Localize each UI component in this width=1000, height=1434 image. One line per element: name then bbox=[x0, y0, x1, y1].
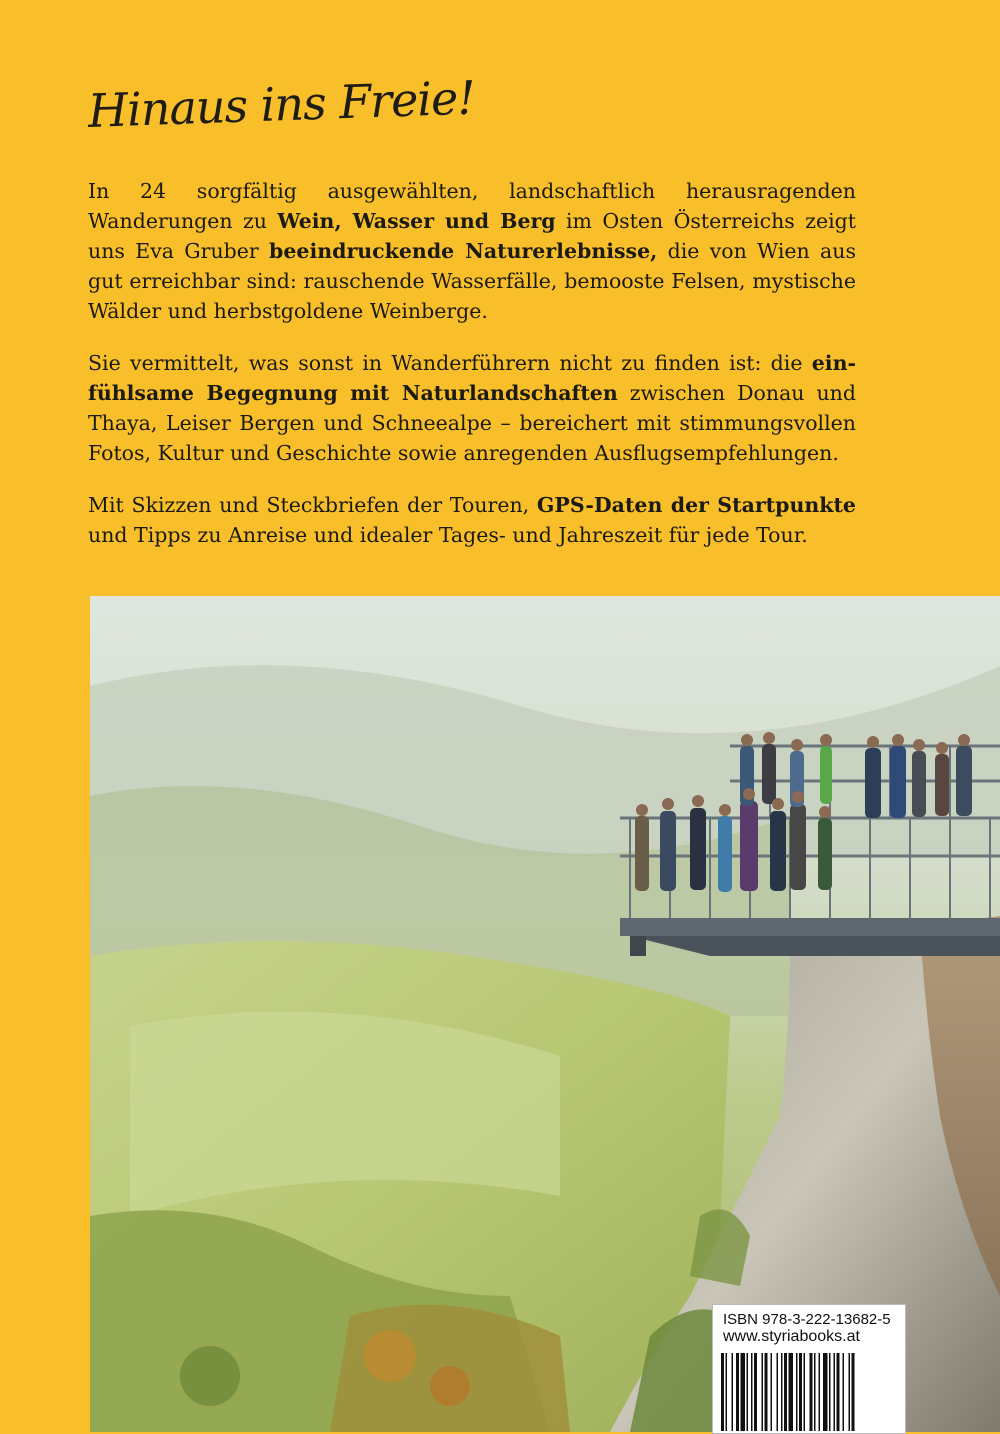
emphasis-text: Wein, Wasser und Berg bbox=[277, 209, 556, 233]
blurb-paragraph bbox=[88, 490, 856, 550]
isbn-barcode-box bbox=[712, 1304, 906, 1434]
blurb bbox=[88, 176, 856, 572]
body-text: Sie vermittelt, was sonst in Wanderführern nicht zu finden ist: die bbox=[88, 351, 812, 375]
body-text: zwischen Donau und Thaya, Leiser Bergen und Schneealpe – bereichert mit stimmungsvollen Fotos, Kultur und Geschichte sowie anregenden Ausflugsempfehlungen. bbox=[88, 381, 856, 465]
publisher-url: www.styriabooks.at bbox=[723, 1328, 860, 1345]
emphasis-text: beeindruckende Naturerlebnisse, bbox=[269, 239, 658, 263]
body-text: In 24 sorgfältig ausgewählten, landschaftlich herausragenden Wanderungen zu bbox=[88, 179, 856, 233]
cover-title: Hinaus ins Freie! bbox=[87, 70, 476, 138]
body-text: die von Wien aus gut erreichbar sind: rauschende Wasserfälle, bemooste Felsen, mystische Wälder und herbstgoldene Weinberge. bbox=[88, 239, 856, 323]
isbn-number: ISBN 978-3-222-13682-5 bbox=[723, 1311, 891, 1328]
emphasis-text: GPS-Daten der Startpunkte bbox=[536, 493, 856, 517]
body-text: und Tipps zu Anreise und idealer Tages- und Jahreszeit für jede Tour. bbox=[88, 523, 808, 547]
body-text: im Osten Österreichs zeigt uns Eva Gruber bbox=[88, 209, 856, 263]
emphasis-text: einfühlsame Begegnung mit Naturlandschaften bbox=[88, 351, 856, 405]
blurb-paragraph bbox=[88, 348, 856, 468]
blurb-paragraph bbox=[88, 176, 856, 326]
body-text: Mit Skizzen und Steckbriefen der Touren, bbox=[88, 493, 537, 517]
barcode bbox=[721, 1353, 897, 1431]
